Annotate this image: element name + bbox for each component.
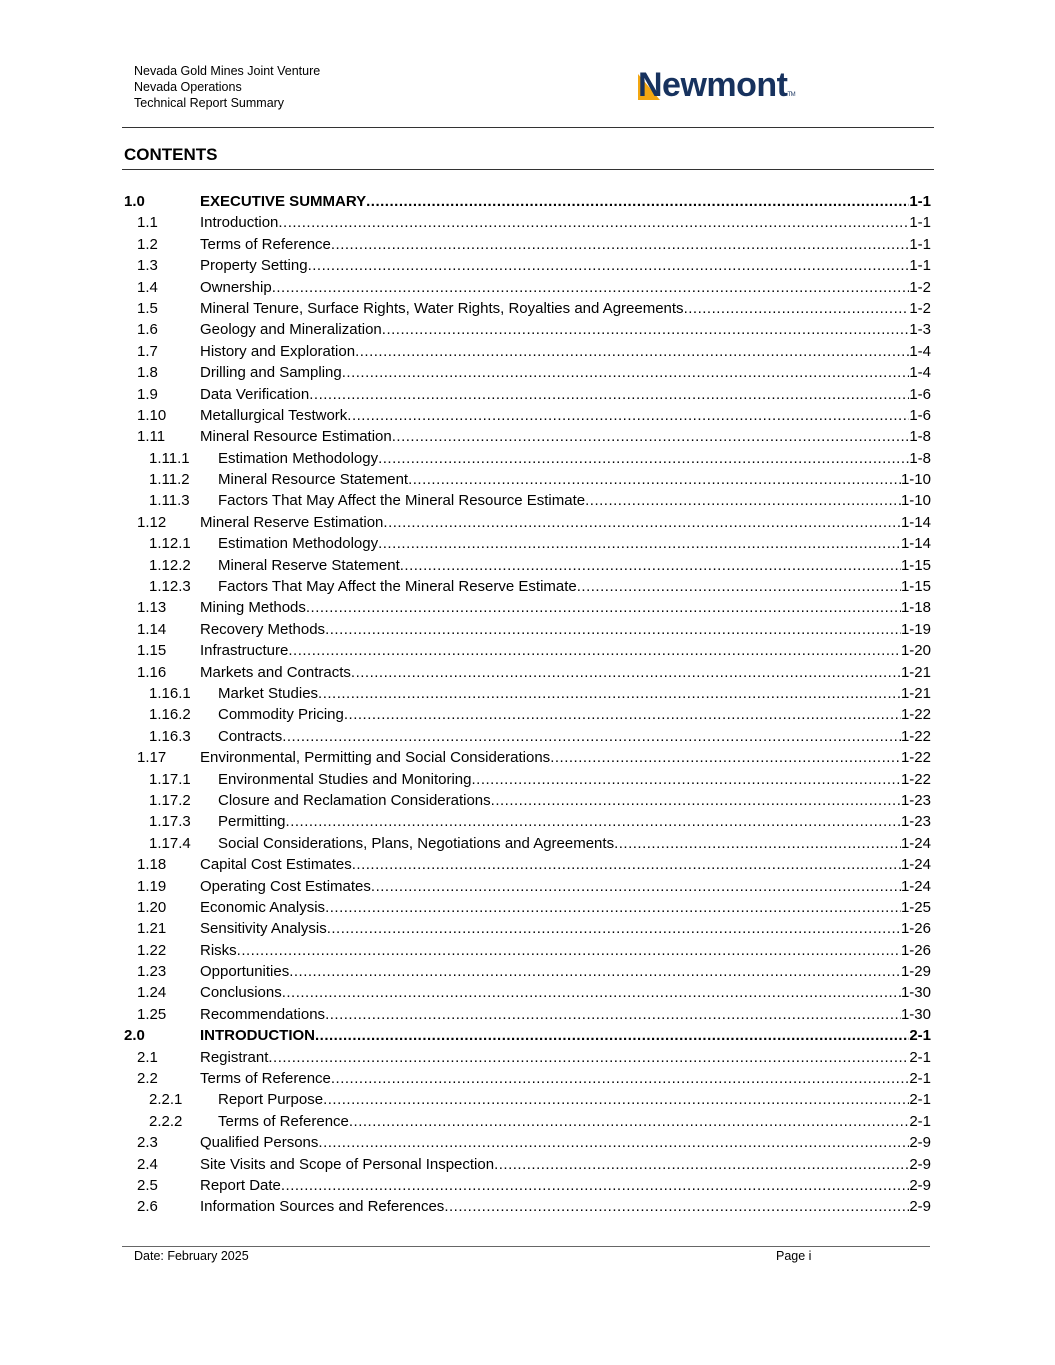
- toc-leader-dots: [282, 982, 901, 1003]
- toc-page-number: 1-3: [909, 321, 931, 339]
- toc-page-number: 1-1: [909, 257, 931, 275]
- toc-section-number: 1.19: [137, 877, 167, 895]
- toc-section-title: Sensitivity Analysis: [200, 920, 327, 938]
- toc-entry[interactable]: [124, 897, 931, 918]
- toc-page-number: 1-24: [900, 877, 931, 895]
- toc-leader-dots: [278, 212, 909, 233]
- toc-leader-dots: [325, 619, 901, 640]
- toc-entry[interactable]: [124, 212, 931, 233]
- toc-section-title: Mining Methods: [200, 599, 306, 617]
- toc-section-number: 1.3: [137, 257, 158, 275]
- toc-entry[interactable]: [124, 1132, 931, 1153]
- toc-section-number: 1.21: [137, 920, 167, 938]
- toc-section-title: Mineral Resource Statement: [218, 471, 409, 489]
- toc-section-title: Closure and Reclamation Considerations: [218, 791, 491, 809]
- toc-section-number: 1.11.1: [149, 449, 190, 467]
- toc-section-title: Environmental, Permitting and Social Considerations: [200, 749, 551, 767]
- toc-leader-dots: [352, 854, 901, 875]
- toc-section-number: 1.11.2: [149, 471, 190, 489]
- header-report-type: Technical Report Summary: [134, 96, 285, 110]
- toc-section-title: Ownership: [200, 278, 272, 296]
- toc-leader-dots: [408, 469, 901, 490]
- toc-page-number: 1-22: [900, 727, 931, 745]
- toc-leader-dots: [400, 555, 901, 576]
- toc-entry[interactable]: [124, 1004, 931, 1025]
- toc-page-number: 2-9: [909, 1134, 931, 1152]
- toc-page-number: 1-30: [900, 984, 931, 1002]
- toc-section-title: Terms of Reference: [200, 235, 331, 253]
- toc-section-number: 1.17.1: [149, 770, 191, 788]
- toc-page-number: 1-4: [909, 364, 931, 382]
- toc-leader-dots: [308, 255, 910, 276]
- toc-page-number: 1-22: [900, 770, 931, 788]
- toc-page-number: 1-1: [909, 193, 931, 210]
- toc-section-title: Factors That May Affect the Mineral Reserve Estimate: [218, 578, 577, 596]
- toc-page-number: 2-1: [909, 1070, 931, 1088]
- toc-page-number: 1-8: [909, 428, 931, 446]
- contents-divider: [122, 169, 934, 170]
- footer-date: Date: February 2025: [134, 1249, 249, 1263]
- toc-section-title: Commodity Pricing: [218, 706, 344, 724]
- toc-leader-dots: [366, 191, 909, 212]
- toc-entry[interactable]: [124, 255, 931, 276]
- toc-entry[interactable]: [124, 469, 931, 490]
- toc-entry[interactable]: [124, 940, 931, 961]
- toc-page-number: 1-15: [900, 578, 931, 596]
- toc-leader-dots: [268, 1047, 909, 1068]
- toc-page-number: 1-1: [909, 214, 931, 232]
- toc-page-number: 1-22: [900, 749, 931, 767]
- toc-leader-dots: [355, 341, 909, 362]
- toc-page-number: 1-29: [900, 963, 931, 981]
- toc-entry[interactable]: [124, 576, 931, 597]
- toc-section-number: 1.17.3: [149, 813, 191, 831]
- toc-section-title: Data Verification: [200, 385, 310, 403]
- toc-leader-dots: [289, 961, 901, 982]
- toc-page-number: 1-21: [900, 684, 931, 702]
- toc-leader-dots: [491, 790, 901, 811]
- toc-section-number: 2.2.1: [149, 1091, 183, 1109]
- toc-entry[interactable]: [124, 982, 931, 1003]
- toc-leader-dots: [331, 1068, 909, 1089]
- toc-section-number: 2.2: [137, 1070, 158, 1088]
- toc-entry[interactable]: [124, 1175, 931, 1196]
- footer-page-number: Page i: [776, 1249, 812, 1263]
- toc-section-number: 1.9: [137, 385, 158, 403]
- toc-leader-dots: [318, 683, 901, 704]
- toc-section-title: Capital Cost Estimates: [200, 856, 352, 874]
- toc-page-number: 1-19: [900, 620, 931, 638]
- toc-page-number: 1-24: [900, 856, 931, 874]
- toc-page-number: 1-14: [900, 535, 931, 553]
- toc-section-number: 1.12: [137, 513, 167, 531]
- toc-leader-dots: [282, 726, 901, 747]
- toc-section-title: Recommendations: [200, 1005, 326, 1023]
- toc-section-number: 1.25: [137, 1005, 167, 1023]
- toc-section-title: Terms of Reference: [200, 1070, 331, 1088]
- toc-leader-dots: [237, 940, 901, 961]
- toc-page-number: 2-9: [909, 1198, 931, 1216]
- toc-section-number: 1.17.4: [149, 834, 191, 852]
- toc-section-title: EXECUTIVE SUMMARY: [200, 193, 367, 210]
- toc-leader-dots: [349, 1111, 909, 1132]
- toc-leader-dots: [325, 897, 901, 918]
- toc-page-number: 1-6: [909, 406, 931, 424]
- toc-page-number: 1-23: [900, 813, 931, 831]
- toc-entry[interactable]: [124, 1196, 931, 1217]
- toc-section-title: Opportunities: [200, 963, 290, 981]
- toc-page-number: 1-1: [909, 235, 931, 253]
- toc-entry[interactable]: [124, 277, 931, 298]
- footer-divider: [122, 1246, 930, 1247]
- toc-section-title: Drilling and Sampling: [200, 364, 342, 382]
- header-company: Nevada Gold Mines Joint Venture: [134, 64, 321, 78]
- toc-section-title: Geology and Mineralization: [200, 321, 382, 339]
- toc-leader-dots: [471, 769, 900, 790]
- toc-leader-dots: [342, 362, 910, 383]
- toc-leader-dots: [318, 1132, 909, 1153]
- toc-leader-dots: [371, 876, 901, 897]
- toc-section-title: Mineral Resource Estimation: [200, 428, 392, 446]
- toc-leader-dots: [309, 384, 909, 405]
- toc-entry[interactable]: [124, 854, 931, 875]
- table-of-contents: [124, 191, 931, 1218]
- toc-section-title: Market Studies: [218, 684, 319, 702]
- toc-entry[interactable]: [124, 1089, 931, 1110]
- toc-section-title: Mineral Tenure, Surface Rights, Water Rights, Royalties and Agreements: [200, 299, 684, 317]
- toc-leader-dots: [281, 1175, 909, 1196]
- toc-entry[interactable]: [124, 662, 931, 683]
- toc-section-title: Registrant: [200, 1048, 269, 1066]
- newmont-logo: [638, 66, 795, 105]
- toc-page-number: 1-10: [900, 471, 931, 489]
- toc-entry[interactable]: [124, 362, 931, 383]
- toc-leader-dots: [272, 277, 910, 298]
- toc-section-number: 2.4: [137, 1155, 158, 1173]
- toc-section-title: Report Date: [200, 1176, 281, 1194]
- toc-page-number: 1-6: [909, 385, 931, 403]
- toc-leader-dots: [344, 704, 901, 725]
- toc-section-title: Risks: [200, 941, 237, 959]
- toc-page-number: 1-21: [900, 663, 931, 681]
- toc-page-number: 1-2: [909, 299, 931, 317]
- header-operations: Nevada Operations: [134, 80, 242, 94]
- toc-section-number: 2.2.2: [149, 1112, 183, 1130]
- toc-leader-dots: [323, 1089, 909, 1110]
- toc-section-title: Information Sources and References: [200, 1198, 445, 1216]
- toc-entry[interactable]: [124, 876, 931, 897]
- toc-entry[interactable]: [124, 747, 931, 768]
- toc-section-title: INTRODUCTION: [200, 1027, 315, 1045]
- toc-page-number: 1-14: [900, 513, 931, 531]
- toc-page-number: 1-20: [900, 642, 931, 660]
- toc-section-number: 1.20: [137, 898, 167, 916]
- toc-leader-dots: [684, 298, 910, 319]
- toc-section-number: 2.0: [124, 1027, 145, 1045]
- toc-page-number: 2-9: [909, 1176, 931, 1194]
- toc-section-number: 1.23: [137, 963, 167, 981]
- toc-entry[interactable]: [124, 448, 931, 469]
- toc-section-number: 1.16.3: [149, 727, 191, 745]
- toc-section-number: 2.1: [137, 1048, 158, 1066]
- toc-leader-dots: [288, 640, 901, 661]
- toc-section-title: Report Purpose: [218, 1091, 324, 1109]
- toc-entry[interactable]: [124, 319, 931, 340]
- toc-section-title: Conclusions: [200, 984, 282, 1002]
- toc-section-number: 1.16.1: [149, 684, 191, 702]
- toc-entry[interactable]: [124, 597, 931, 618]
- toc-section-number: 1.17: [137, 749, 167, 767]
- toc-section-number: 1.1: [137, 214, 158, 232]
- toc-section-number: 1.18: [137, 856, 167, 874]
- toc-section-title: Introduction: [200, 214, 279, 232]
- toc-entry[interactable]: [124, 833, 931, 854]
- toc-leader-dots: [392, 426, 910, 447]
- toc-entry[interactable]: [124, 298, 931, 319]
- toc-leader-dots: [585, 490, 901, 511]
- toc-entry[interactable]: [124, 512, 931, 533]
- toc-section-title: Social Considerations, Plans, Negotiations and Agreements: [218, 834, 615, 852]
- toc-section-number: 1.22: [137, 941, 167, 959]
- toc-section-number: 1.24: [137, 984, 167, 1002]
- toc-leader-dots: [351, 662, 901, 683]
- toc-page-number: 1-8: [909, 449, 931, 467]
- toc-leader-dots: [444, 1196, 909, 1217]
- toc-entry[interactable]: [124, 533, 931, 554]
- toc-page-number: 2-1: [909, 1027, 931, 1045]
- toc-leader-dots: [382, 319, 910, 340]
- toc-section-number: 1.12.3: [149, 578, 191, 596]
- toc-section-title: Recovery Methods: [200, 620, 326, 638]
- toc-leader-dots: [286, 811, 901, 832]
- toc-entry[interactable]: [124, 426, 931, 447]
- toc-section-number: 1.16.2: [149, 706, 191, 724]
- toc-section-title: Environmental Studies and Monitoring: [218, 770, 472, 788]
- contents-heading: CONTENTS: [124, 145, 218, 164]
- toc-section-title: Markets and Contracts: [200, 663, 351, 681]
- toc-page-number: 1-15: [900, 556, 931, 574]
- toc-entry[interactable]: [124, 619, 931, 640]
- logo-text: Newmont: [638, 66, 788, 104]
- toc-entry[interactable]: [124, 1025, 931, 1046]
- toc-section-title: Mineral Reserve Statement: [218, 556, 400, 574]
- toc-section-title: Infrastructure: [200, 642, 289, 660]
- toc-leader-dots: [315, 1025, 909, 1046]
- toc-section-title: Terms of Reference: [218, 1112, 349, 1130]
- toc-entry[interactable]: [124, 384, 931, 405]
- toc-section-number: 2.5: [137, 1176, 158, 1194]
- toc-section-number: 1.14: [137, 620, 167, 638]
- toc-section-title: Contracts: [218, 727, 283, 745]
- toc-page-number: 1-26: [900, 920, 931, 938]
- toc-section-number: 1.16: [137, 663, 167, 681]
- logo-trademark: TM: [787, 92, 796, 98]
- toc-page-number: 1-18: [900, 599, 931, 617]
- toc-leader-dots: [614, 833, 901, 854]
- toc-section-title: Property Setting: [200, 257, 308, 275]
- toc-section-number: 1.8: [137, 364, 158, 382]
- toc-section-number: 2.6: [137, 1198, 158, 1216]
- toc-entry[interactable]: [124, 811, 931, 832]
- toc-entry[interactable]: [124, 490, 931, 511]
- toc-page-number: 2-1: [909, 1048, 931, 1066]
- toc-page-number: 1-10: [900, 492, 931, 510]
- toc-leader-dots: [378, 533, 901, 554]
- header-divider: [122, 127, 934, 128]
- toc-section-number: 1.17.2: [149, 791, 191, 809]
- toc-page-number: 2-1: [909, 1112, 931, 1130]
- toc-leader-dots: [327, 918, 901, 939]
- toc-entry[interactable]: [124, 790, 931, 811]
- toc-leader-dots: [378, 448, 909, 469]
- toc-page-number: 1-25: [900, 898, 931, 916]
- toc-section-title: History and Exploration: [200, 342, 356, 360]
- toc-section-title: Site Visits and Scope of Personal Inspection: [200, 1155, 495, 1173]
- toc-entry[interactable]: [124, 1068, 931, 1089]
- toc-leader-dots: [383, 512, 901, 533]
- toc-section-number: 1.6: [137, 321, 158, 339]
- toc-section-title: Metallurgical Testwork: [200, 406, 348, 424]
- toc-section-number: 2.3: [137, 1134, 158, 1152]
- toc-section-title: Mineral Reserve Estimation: [200, 513, 384, 531]
- toc-entry[interactable]: [124, 405, 931, 426]
- toc-section-title: Estimation Methodology: [218, 449, 379, 467]
- toc-page-number: 1-2: [909, 278, 931, 296]
- toc-leader-dots: [331, 234, 909, 255]
- toc-entry[interactable]: [124, 1154, 931, 1175]
- toc-page-number: 2-1: [909, 1091, 931, 1109]
- toc-section-number: 1.7: [137, 342, 158, 360]
- toc-section-number: 1.2: [137, 235, 158, 253]
- toc-entry[interactable]: [124, 1047, 931, 1068]
- toc-leader-dots: [550, 747, 901, 768]
- toc-section-title: Factors That May Affect the Mineral Resource Estimate: [218, 492, 586, 510]
- toc-section-number: 1.10: [137, 406, 167, 424]
- toc-section-title: Economic Analysis: [200, 898, 326, 916]
- toc-page-number: 2-9: [909, 1155, 931, 1173]
- toc-page-number: 1-26: [900, 941, 931, 959]
- toc-section-number: 1.5: [137, 299, 158, 317]
- toc-entry[interactable]: [124, 1111, 931, 1132]
- toc-leader-dots: [306, 597, 901, 618]
- toc-section-number: 1.15: [137, 642, 167, 660]
- toc-entry[interactable]: [124, 769, 931, 790]
- toc-page-number: 1-30: [900, 1005, 931, 1023]
- document-header: [134, 63, 320, 111]
- toc-section-title: Operating Cost Estimates: [200, 877, 371, 895]
- toc-leader-dots: [325, 1004, 901, 1025]
- toc-page-number: 1-23: [900, 791, 931, 809]
- toc-entry[interactable]: [124, 683, 931, 704]
- toc-section-title: Qualified Persons: [200, 1134, 319, 1152]
- toc-entry[interactable]: [124, 234, 931, 255]
- toc-section-number: 1.12.1: [149, 535, 191, 553]
- toc-section-number: 1.11.3: [149, 492, 190, 510]
- toc-section-number: 1.12.2: [149, 556, 191, 574]
- toc-leader-dots: [577, 576, 901, 597]
- toc-page-number: 1-4: [909, 342, 931, 360]
- toc-entry[interactable]: [124, 341, 931, 362]
- toc-section-number: 1.13: [137, 599, 167, 617]
- toc-section-number: 1.11: [137, 428, 166, 446]
- toc-section-number: 1.4: [137, 278, 158, 296]
- toc-section-number: 1.0: [124, 193, 145, 210]
- toc-page-number: 1-24: [900, 834, 931, 852]
- toc-entry[interactable]: [124, 961, 931, 982]
- toc-leader-dots: [347, 405, 909, 426]
- toc-entry[interactable]: [124, 555, 931, 576]
- toc-entry[interactable]: [124, 726, 931, 747]
- toc-leader-dots: [494, 1154, 909, 1175]
- toc-entry[interactable]: [124, 640, 931, 661]
- toc-page-number: 1-22: [900, 706, 931, 724]
- toc-entry[interactable]: [124, 918, 931, 939]
- toc-section-title: Permitting: [218, 813, 286, 831]
- toc-entry[interactable]: [124, 704, 931, 725]
- toc-section-title: Estimation Methodology: [218, 535, 379, 553]
- toc-entry[interactable]: [124, 191, 931, 212]
